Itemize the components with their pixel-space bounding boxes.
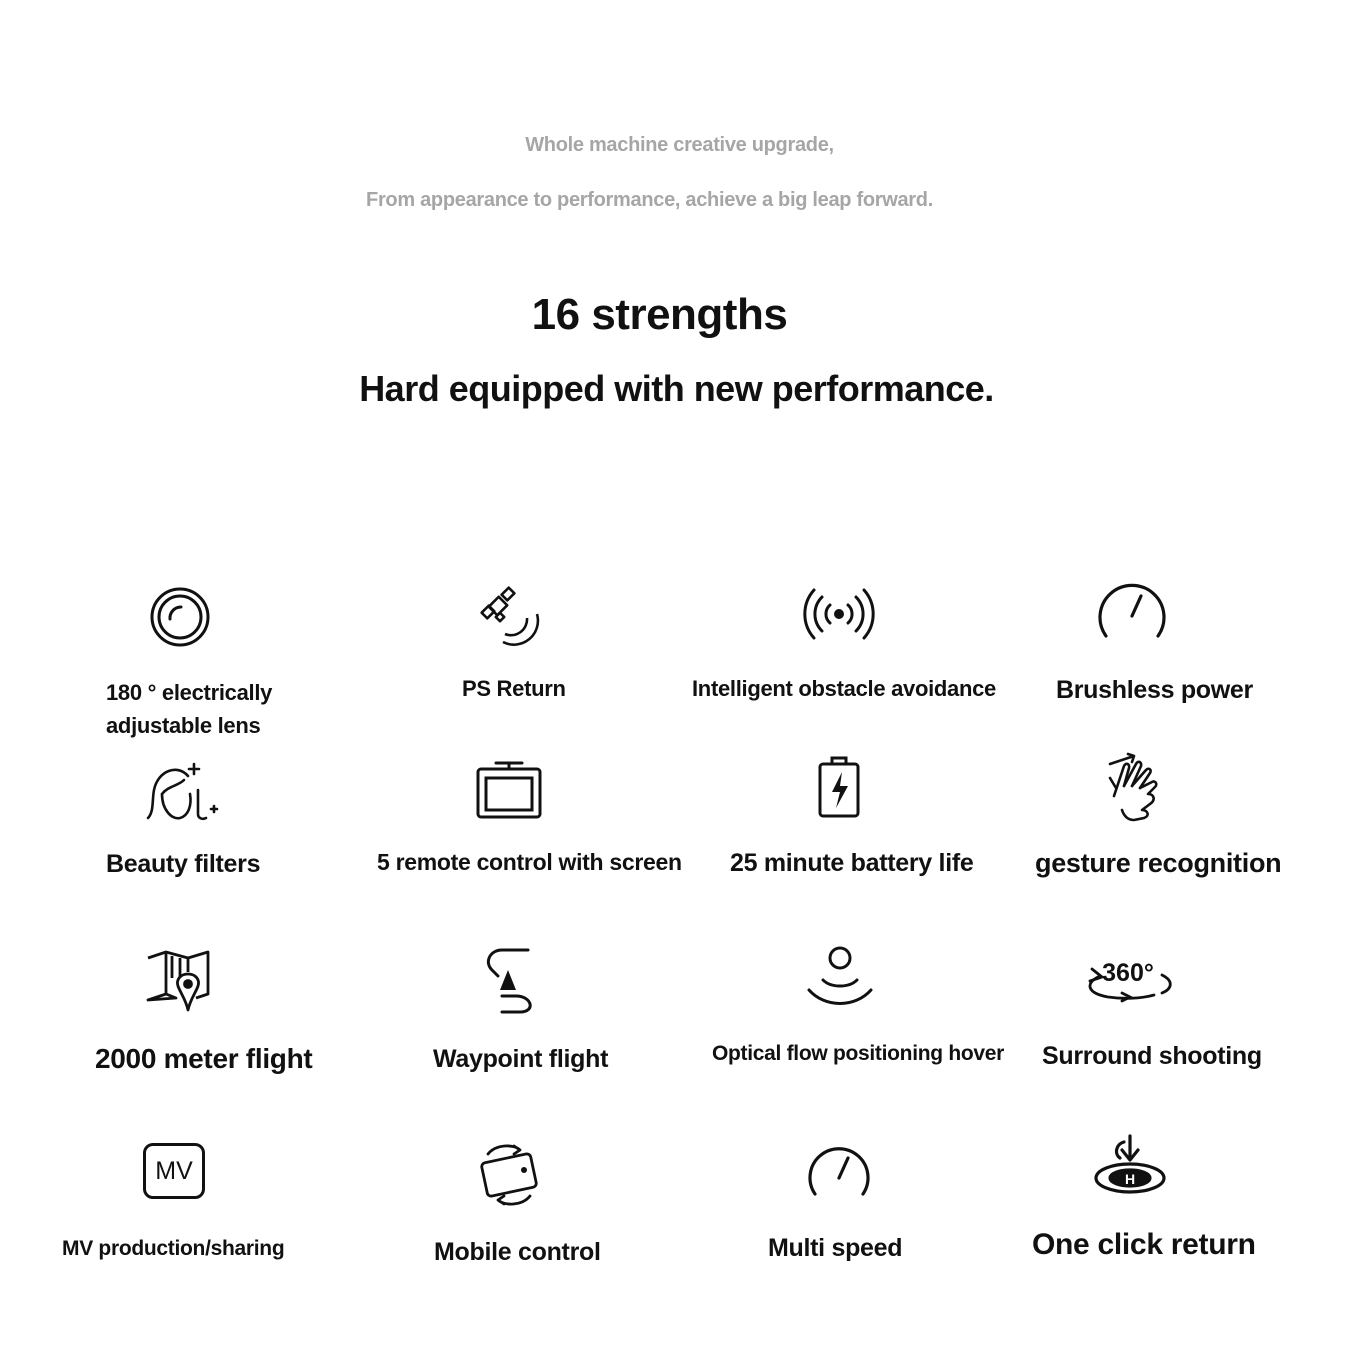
feature-label: Multi speed (768, 1234, 903, 1262)
feature-label: 180 ° electrically adjustable lens (106, 680, 273, 738)
feature-label: Optical flow positioning hover (712, 1042, 1005, 1065)
hover-position-icon (805, 944, 875, 1008)
rotate-360-text: 360° (1102, 959, 1154, 987)
page-title: 16 strengths (531, 290, 788, 339)
gesture-hand-icon (1102, 752, 1168, 824)
battery-icon (816, 756, 862, 820)
satellite-icon (475, 582, 545, 648)
feature-label: Brushless power (1056, 676, 1253, 704)
feature-label: Beauty filters (106, 850, 261, 878)
mv-icon (143, 1143, 205, 1199)
feature-label: Mobile control (434, 1238, 601, 1266)
feature-label: MV production/sharing (62, 1237, 285, 1260)
feature-label: 25 minute battery life (730, 849, 974, 877)
lens-icon (148, 585, 212, 649)
map-pin-icon (146, 948, 212, 1016)
page-subtitle: Hard equipped with new performance. (359, 368, 994, 409)
face-sparkle-icon (144, 760, 220, 824)
feature-label: gesture recognition (1035, 848, 1282, 878)
feature-label: Surround shooting (1042, 1042, 1262, 1070)
feature-label: 5 remote control with screen (377, 849, 682, 875)
feature-label: Waypoint flight (433, 1045, 609, 1073)
feature-label: PS Return (462, 676, 566, 701)
feature-label: 2000 meter flight (95, 1043, 313, 1074)
intro-line-1: Whole machine creative upgrade, (525, 134, 834, 156)
waypoint-icon (480, 946, 540, 1014)
home-landing-text: H (1124, 1171, 1136, 1187)
rotate-360-icon (1082, 955, 1174, 1007)
speedometer-icon (806, 1142, 872, 1200)
intro-line-2: From appearance to performance, achieve a big leap forward. (366, 189, 933, 211)
radar-signal-icon (803, 586, 875, 642)
phone-rotate-icon (474, 1142, 544, 1208)
mv-icon-text: MV (143, 1143, 205, 1199)
home-landing-icon (1090, 1134, 1170, 1200)
speedometer-icon (1096, 578, 1168, 642)
feature-label: One click return (1032, 1228, 1256, 1261)
remote-screen-icon (474, 758, 544, 822)
feature-label: Intelligent obstacle avoidance (692, 676, 996, 701)
